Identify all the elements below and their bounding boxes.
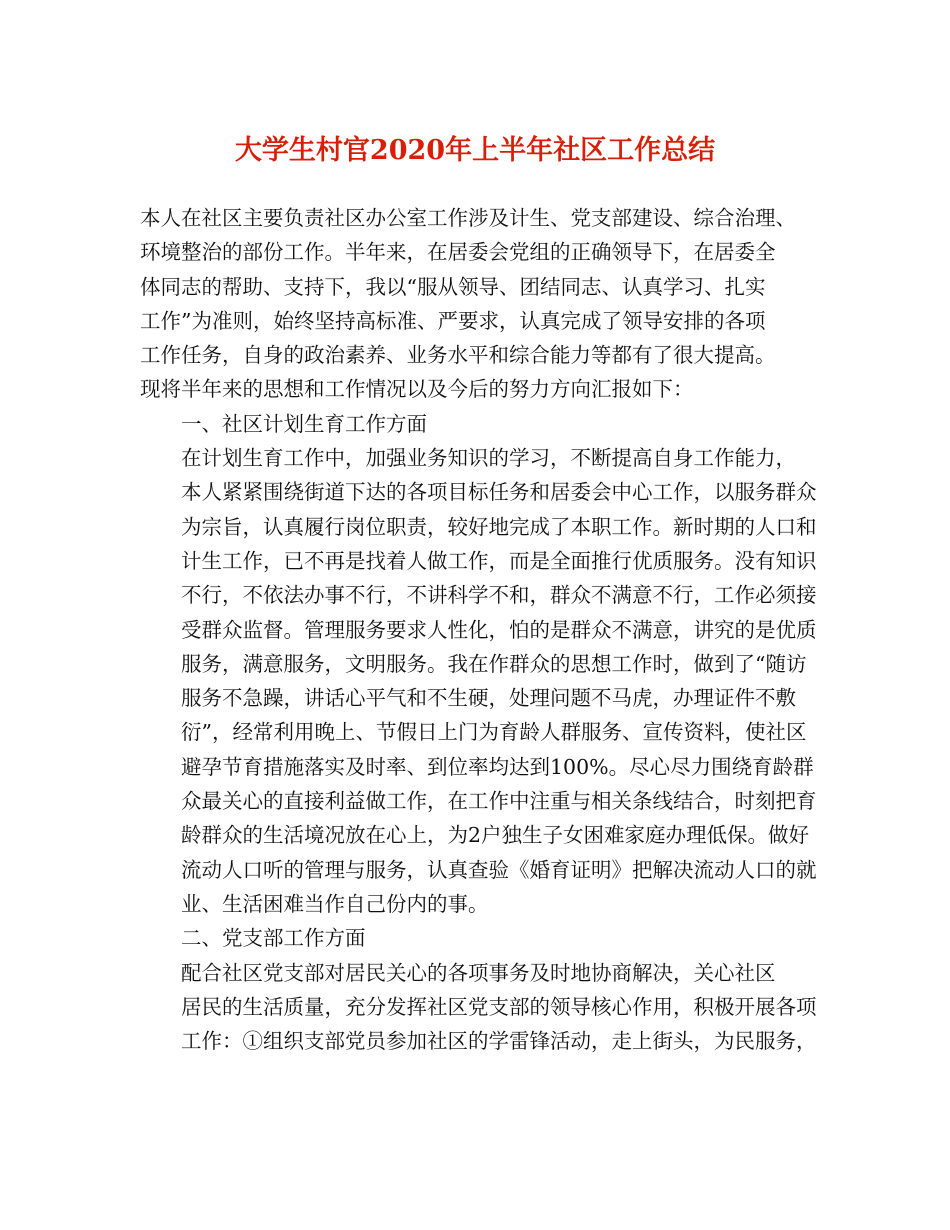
text-line: 为宗旨，认真履行岗位职责，较好地完成了本职工作。新时期的人口和 (181, 514, 817, 539)
text-line: 一、社区计划生育工作方面 (181, 411, 427, 436)
text-line: 服务，满意服务，文明服务。我在作群众的思想工作时，做到了“随访 (181, 651, 807, 676)
paragraph (140, 921, 830, 955)
text-line: 衍”，经常利用晚上、节假日上门为育龄人群服务、宣传资料，使社区 (181, 720, 807, 745)
paragraph (140, 201, 830, 407)
paragraph (140, 407, 830, 441)
text-line: 本人在社区主要负责社区办公室工作涉及计生、党支部建设、综合治理、 (140, 206, 796, 230)
text-line: 受群众监督。管理服务要求人性化，怕的是群众不满意，讲究的是优质 (181, 617, 817, 642)
text-line: 居民的生活质量，充分发挥社区党支部的领导核心作用，积极开展各项 (181, 994, 817, 1019)
text-line: 流动人口听的管理与服务，认真查验《婚育证明》把解决流动人口的就 (181, 857, 817, 882)
text-line: 避孕节育措施落实及时率、到位率均达到100%。尽心尽力围绕育龄群 (181, 754, 814, 779)
text-line: 工作：①组织支部党员参加社区的学雷锋活动，走上街头，为民服务， (181, 1029, 817, 1054)
text-line: 二、党支部工作方面 (181, 926, 366, 951)
text-line: 工作任务，自身的政治素养、业务水平和综合能力等都有了很大提高。 (140, 343, 776, 368)
text-line: 龄群众的生活境况放在心上，为2户独生子女困难家庭办理低保。做好 (181, 823, 810, 848)
text-line: 业、生活困难当作自己份内的事。 (181, 891, 489, 916)
text-line: 在计划生育工作中，加强业务知识的学习，不断提高自身工作能力， (181, 446, 796, 471)
text-line: 服务不急躁，讲话心平气和不生硬，处理问题不马虎，办理证件不敷 (181, 686, 796, 711)
text-line: 现将半年来的思想和工作情况以及今后的努力方向汇报如下： (140, 377, 694, 402)
text-line: 工作”为准则，始终坚持高标准、严要求，认真完成了领导安排的各项 (140, 308, 766, 333)
text-line: 配合社区党支部对居民关心的各项事务及时地协商解决，关心社区 (181, 960, 776, 985)
paragraph (140, 956, 830, 1059)
text-line: 环境整治的部份工作。半年来，在居委会党组的正确领导下，在居委全 (140, 240, 776, 265)
text-line: 体同志的帮助、支持下，我以“服从领导、团结同志、认真学习、扎实 (140, 274, 766, 299)
text-line: 众最关心的直接利益做工作，在工作中注重与相关条线结合，时刻把育 (181, 789, 817, 814)
text-line: 计生工作，已不再是找着人做工作，而是全面推行优质服务。没有知识 (181, 548, 817, 573)
paragraph (140, 441, 830, 921)
text-line: 不行，不依法办事不行，不讲科学不和，群众不满意不行，工作必须接 (181, 583, 817, 608)
text-line: 本人紧紧围绕街道下达的各项目标任务和居委会中心工作，以服务群众 (181, 480, 817, 505)
page-title: 大学生村官2020年上半年社区工作总结 (234, 135, 716, 166)
document-body (140, 201, 830, 1058)
